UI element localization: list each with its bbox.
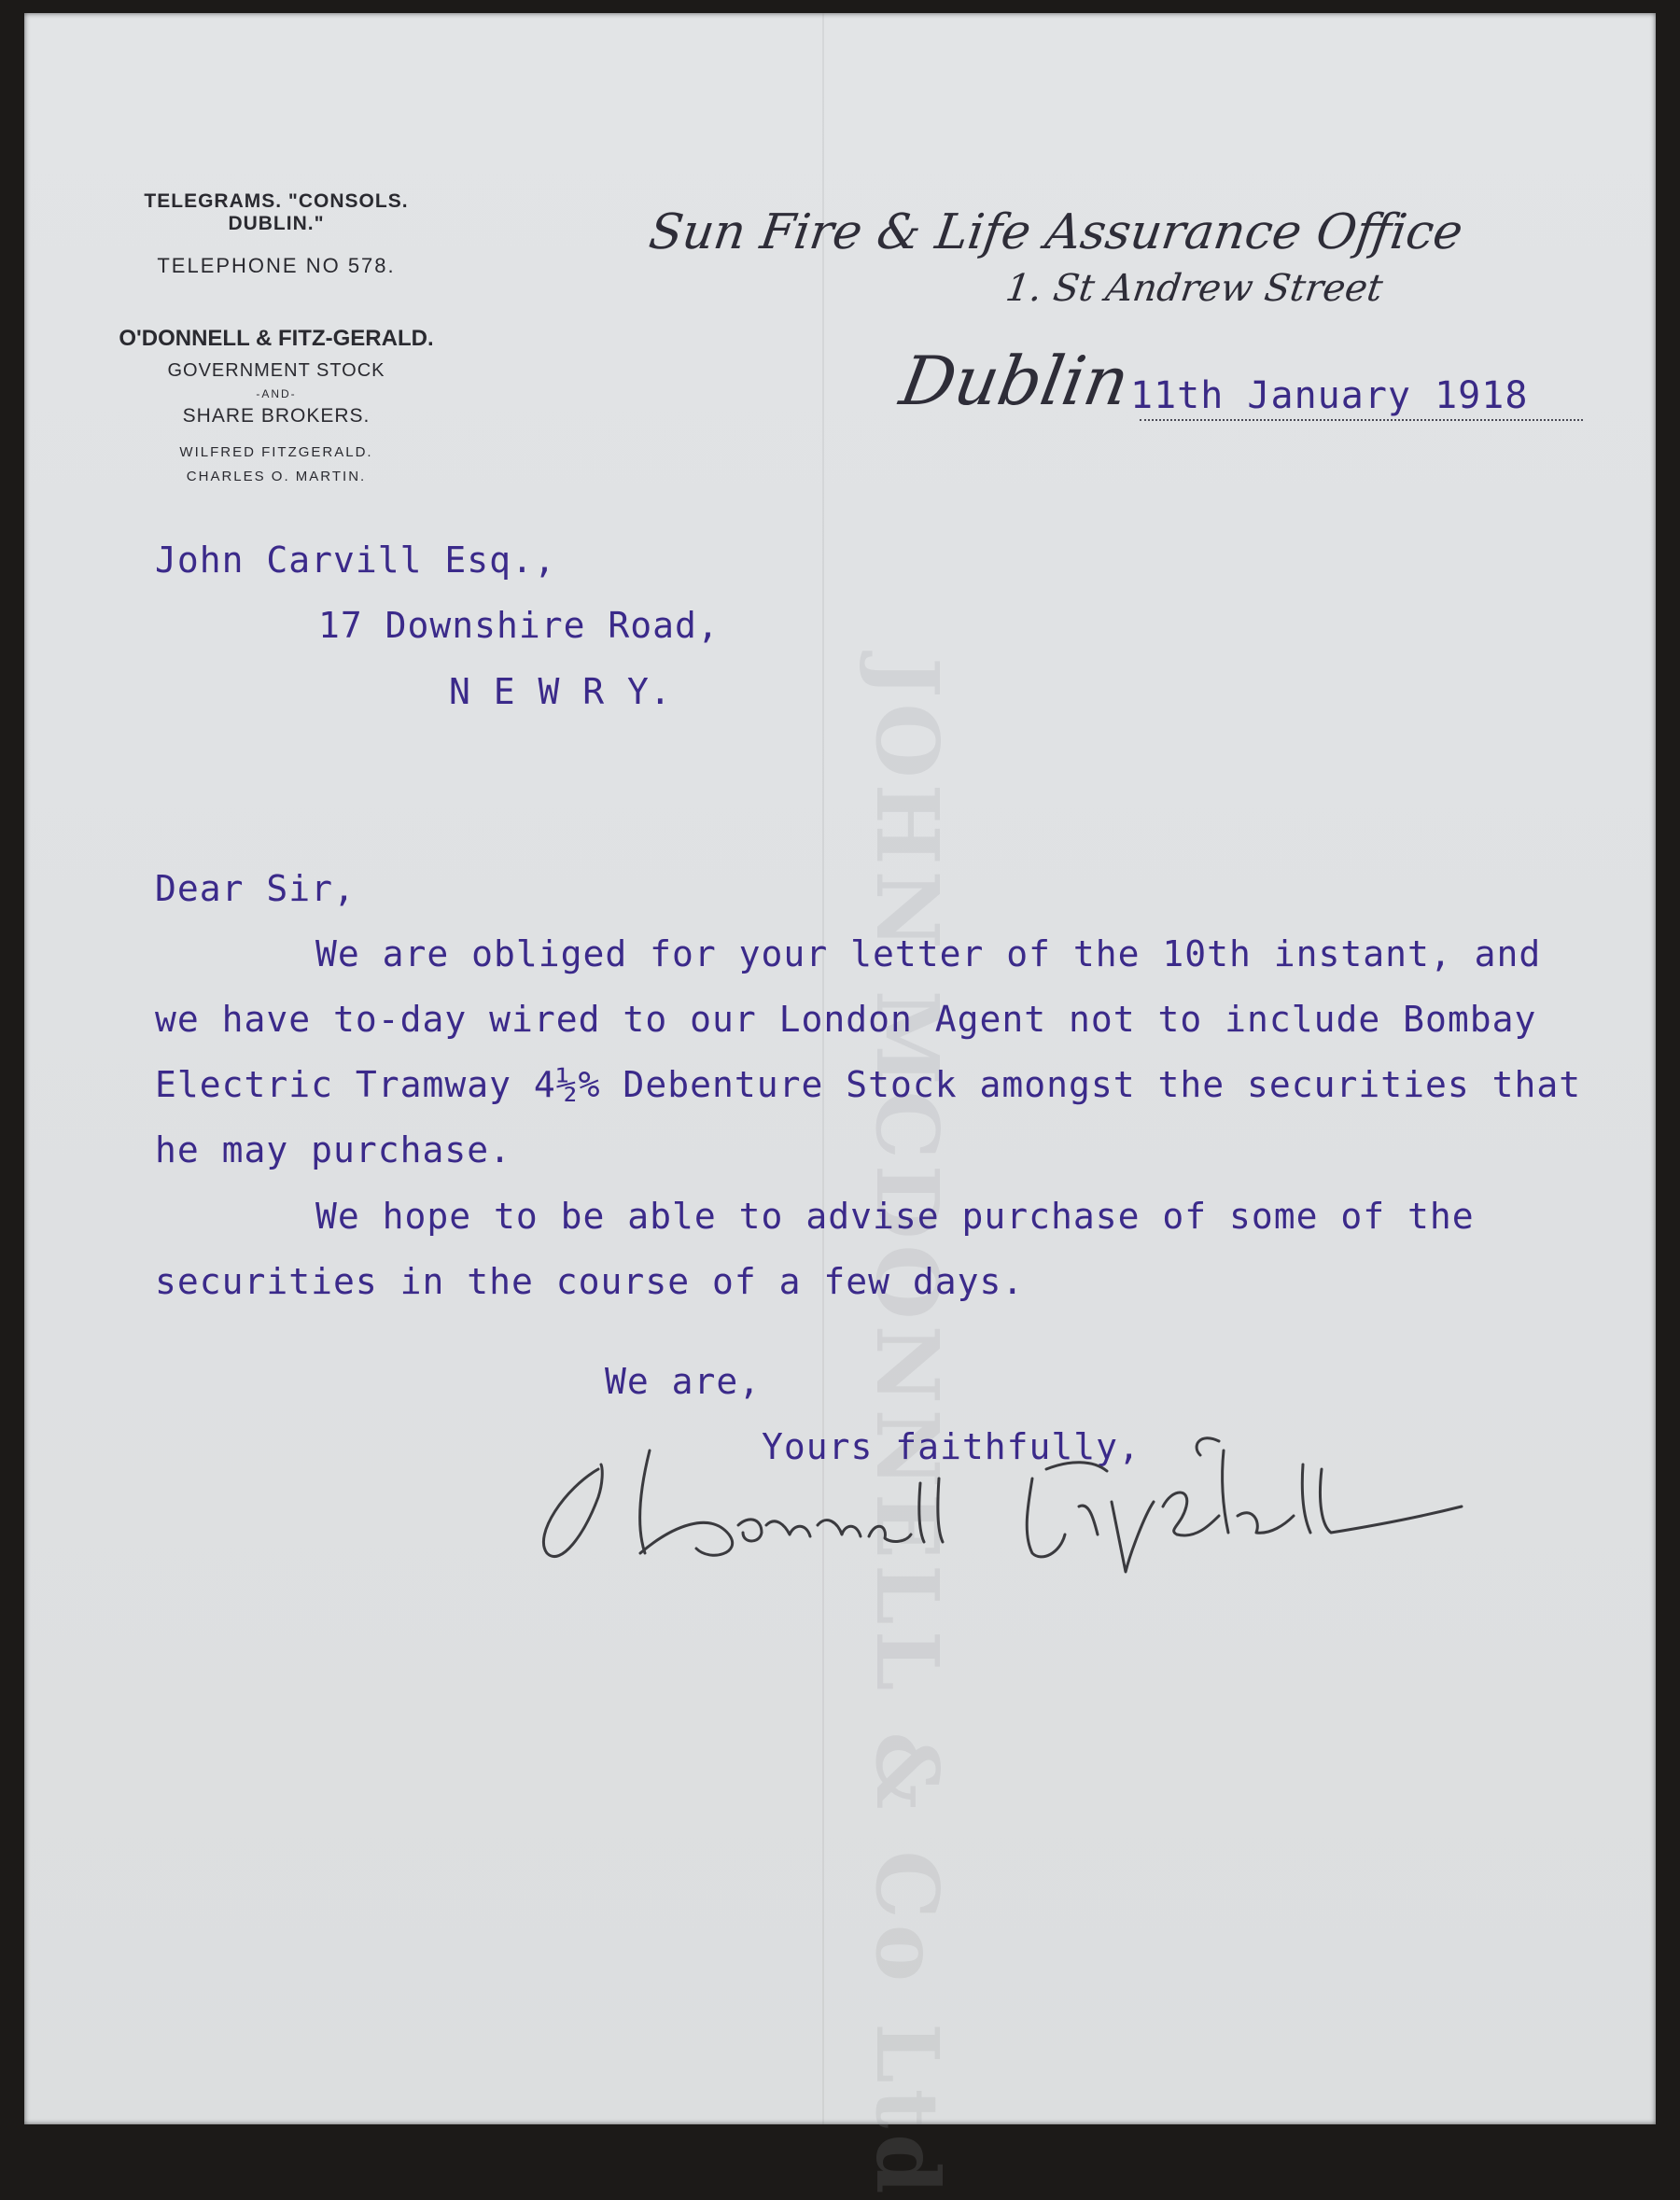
body-line: securities in the course of a few days. [155,1261,1025,1302]
letterhead-firm: O'DONNELL & FITZ-GERALD. [119,326,434,351]
letter-date: 11th January 1918 [1130,374,1529,417]
date-underline [1140,417,1583,421]
handwritten-signature [510,1413,1480,1618]
addressee-name: John Carvill Esq., [155,539,556,581]
body-line: We hope to be able to advise purchase of some of the [315,1196,1475,1237]
salutation: Dear Sir, [155,868,356,909]
office-street: 1. St Andrew Street [1002,267,1386,310]
body-line: We are obliged for your letter of the 10th instant, and [315,933,1542,974]
letterhead-partner-2: CHARLES O. MARTIN. [186,469,367,484]
letterhead-partner-1: WILFRED FITZGERALD. [179,444,373,460]
letterhead-government-stock: GOVERNMENT STOCK [167,360,385,381]
addressee-town: N E W R Y. [449,671,672,712]
body-line: he may purchase. [155,1129,512,1170]
office-city: Dublin [894,342,1136,420]
addressee-street: 17 Downshire Road, [318,605,720,646]
closing-yours-faithfully: Yours faithfully, [762,1426,1141,1467]
body-line: Electric Tramway 4½% Debenture Stock amongst the securities that [155,1064,1582,1105]
closing-we-are: We are, [605,1361,762,1402]
letterhead-share-brokers: SHARE BROKERS. [182,405,371,427]
letter-page [24,13,1656,2200]
letterhead-telegrams: TELEGRAMS. "CONSOLS. DUBLIN." [144,190,409,234]
office-name: Sun Fire & Life Assurance Office [645,204,1466,260]
show-through-stamp: JOHN MCDONNELL & Co Ltd [857,657,958,2200]
letterhead-and: -AND- [256,387,297,400]
body-line: we have to-day wired to our London Agent not to include Bombay [155,999,1537,1040]
letterhead-telephone: TELEPHONE NO 578. [157,254,396,277]
